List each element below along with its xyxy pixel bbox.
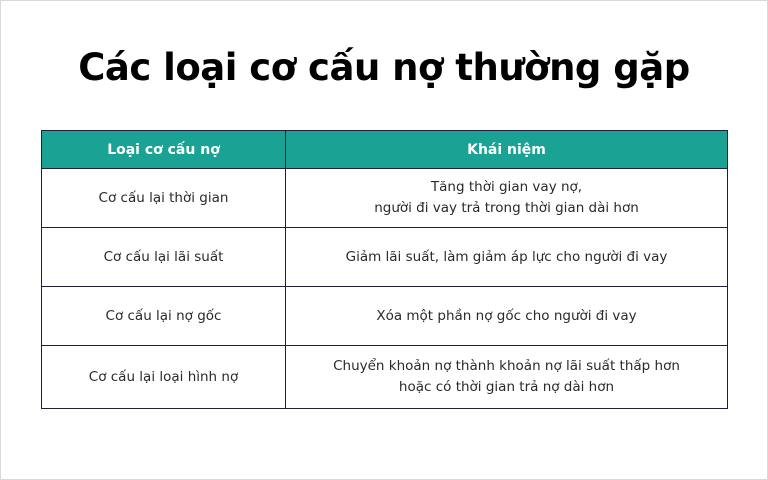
column-header-type: Loại cơ cấu nợ [42,131,286,169]
table-row [42,169,728,228]
cell-concept [286,287,728,346]
cell-type: Cơ cấu lại thời gian [42,169,286,228]
cell-type: Cơ cấu lại loại hình nợ [42,346,286,409]
cell-type: Cơ cấu lại lãi suất [42,228,286,287]
concept-line: người đi vay trả trong thời gian dài hơn [374,200,639,216]
page-title: Các loại cơ cấu nợ thường gặp [78,46,690,89]
cell-concept [286,228,728,287]
table-row [42,346,728,409]
column-header-concept: Khái niệm [286,131,728,169]
concept-line: Giảm lãi suất, làm giảm áp lực cho người đi vay [345,248,668,265]
table-header-row [42,131,728,169]
concept-line: Tăng thời gian vay nợ, [430,179,583,195]
cell-concept [286,169,728,228]
concept-line: Xóa một phần nợ gốc cho người đi vay [376,307,637,324]
concept-line: hoặc có thời gian trả nợ dài hơn [398,379,615,395]
table-row [42,287,728,346]
debt-restructuring-table [41,130,728,409]
cell-concept [286,346,728,409]
cell-type: Cơ cấu lại nợ gốc [42,287,286,346]
table-row [42,228,728,287]
concept-line: Chuyển khoản nợ thành khoản nợ lãi suất thấp hơn [333,358,680,374]
